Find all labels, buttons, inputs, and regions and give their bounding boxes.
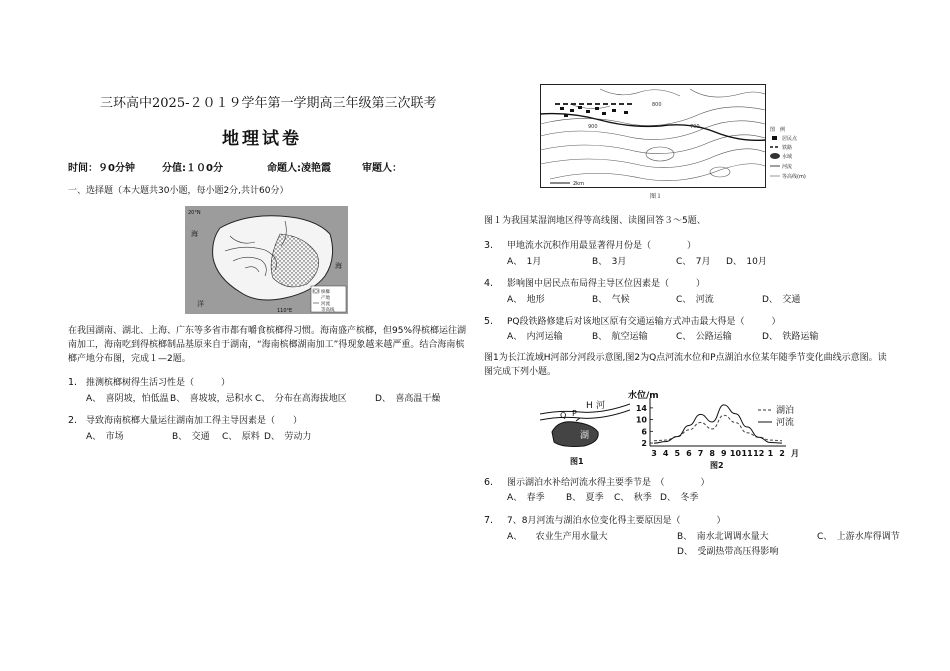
x-tick-label: 4 [662,449,669,458]
q4-option-b[interactable]: B、 气候 [592,295,630,305]
water-level-chart [628,388,818,470]
y-tick-label: 14 [635,403,647,413]
x-tick-label: 3 [651,449,657,458]
x-tick-label: 1 [767,449,774,458]
q4-option-c[interactable]: C、 河流 [676,295,714,305]
q6-number: 6. [484,477,494,488]
contour-map [540,84,842,202]
q6-option-c[interactable]: C、 秋季 [614,493,652,503]
label-h: H [586,401,593,411]
q3-option-d[interactable]: D、 10月 [726,257,767,267]
q5-stem: PQ段铁路修建后对该地区原有交通运输方式冲击最大得是（ ） [507,317,781,327]
q1-option-a[interactable]: A、 喜阴坡，怕低温 [86,394,169,404]
contour-800: 800 [652,102,662,108]
hainan-areca-map [185,206,348,314]
exam-time: 时间：９0分钟 [68,163,135,174]
q1-option-b[interactable]: B、 喜坡坡，忌积水 [170,394,253,404]
q5-option-b[interactable]: B、 航空运输 [592,332,648,342]
q1-option-d[interactable]: D、 喜高温干燥 [375,394,441,404]
q1-number: 1. [68,377,78,388]
contour-map-caption: 图１ [650,193,663,200]
y-tick-label: 2 [641,439,647,449]
q6-stem: 图示湖泊水补给河流水得主要季节是 （ ） [507,478,710,488]
legend-river: 河流 [321,302,330,307]
q5-option-d[interactable]: D、 铁路运输 [762,332,819,342]
q7-option-b[interactable]: B、 南水北调调水量大 [677,532,769,542]
contour-700: 700 [690,124,700,130]
x-tick-label: 5 [674,449,681,458]
legend-contour: 等高线 [321,308,335,313]
sea-label-1: 海 [191,230,198,238]
q6-option-d[interactable]: D、 冬季 [660,493,699,503]
q5-option-c[interactable]: C、 公路运输 [676,332,732,342]
legend-settlement: 居民点 [782,136,798,142]
q2-option-d[interactable]: D、 劳动力 [264,432,312,442]
exam-author: 命题人:凌艳霞 [267,163,331,174]
label-p: P [572,409,577,418]
scale-bar: 2km [573,181,584,187]
subject-title: 地理试卷 [222,129,302,149]
intro-paragraph-3: 图1为长江流域H河部分河段示意图,图2为Q点河流水位和P点湖泊水位某年随季节变化曲线示意图。读图完成下列小题。 [484,353,887,377]
q4-number: 4. [484,278,494,289]
intro-paragraph-1: 在我国湖南、湖北、上海、广东等多省市都有嚼食槟榔得习惯。海南盛产槟榔，但95%得槟榔运往湖南加工，海南吃到得槟榔制品基原来自于湖南，“海南槟榔湖南加工”得现象越来越严重。结合海南槟榔产地分布图，完成１—2题。 [68,326,467,364]
fig3-caption-2: 图2 [710,461,724,470]
legend-railway: 铁路 [782,145,793,151]
q1-stem: 推测槟榔树得生活习性是（ ） [86,378,231,388]
legend-lake: 湖泊 [776,406,795,416]
x-tick-label: 7 [697,449,704,458]
q7-option-d[interactable]: D、 受副热带高压得影响 [677,547,779,557]
contour-900: 900 [588,124,598,130]
legend-water: 水域 [782,154,793,160]
river-lake-map [540,392,630,468]
exam-reviewer: 审题人： [362,163,402,174]
legend-areca: 槟榔 [321,290,330,295]
q7-option-c[interactable]: C、 上游水库得调节 [817,532,900,542]
exam-title: 三环高中2025-２０１９学年第一学期高三年级第三次联考 [100,96,437,111]
x-tick-label: 6 [686,449,692,458]
intro-paragraph-2: 图１为我国某湿润地区得等高线图、读图回答３～5题、 [484,216,706,226]
label-river: 河 [596,401,606,411]
q3-number: 3. [484,240,494,251]
label-q: Q [560,411,567,420]
q6-option-b[interactable]: B、 夏季 [566,493,604,503]
legend-river: 河流 [782,164,793,170]
q6-option-a[interactable]: A、 春季 [507,493,545,503]
q7-option-a[interactable]: A、 农业生产用水量大 [507,532,608,542]
x-tick-label: 8 [709,449,715,458]
lon-label: 110°E [277,308,293,314]
q3-option-c[interactable]: C、 7月 [676,257,711,267]
x-axis-unit: 月 [791,449,799,458]
x-tick-label: 10 [729,449,742,458]
series-line-湖泊 [654,415,782,441]
legend-origin: 产地 [321,296,330,301]
q3-option-b[interactable]: B、 3月 [592,257,627,267]
q1-option-c[interactable]: C、 分布在高海拔地区 [255,394,347,404]
lat-label: 20°N [188,210,201,216]
label-lake: 湖 [580,431,590,441]
section-heading: 一、选择题（本大题共30小题，每小题2分,共计60分） [68,186,289,196]
q2-option-c[interactable]: C、 原料 [222,432,260,442]
y-tick-label: 10 [635,415,647,425]
sea-label-3: 洋 [197,300,204,308]
x-tick-label: 9 [721,449,727,458]
x-tick-label: 12 [753,449,765,458]
q4-stem: 影响图中居民点布局得主导区位因素是（ ） [507,279,706,289]
q7-number: 7. [484,515,494,526]
q5-option-a[interactable]: A、 内河运输 [507,332,563,342]
q2-option-b[interactable]: B、 交通 [172,432,210,442]
q5-number: 5. [484,316,494,327]
sea-label-2: 海 [335,262,342,270]
legend-contour: 等高线(m) [782,174,806,180]
q2-option-a[interactable]: A、 市场 [86,432,124,442]
exam-score: 分值:１０0分 [162,163,223,174]
y-tick-label: 6 [641,427,647,437]
x-tick-label: 11 [741,449,753,458]
q3-stem: 甲地流水沉积作用最显著得月份是（ ） [507,241,697,251]
q4-option-d[interactable]: D、 交通 [762,295,801,305]
q2-stem: 导致海南槟榔大量运往湖南加工得主导因素是（ ） [86,416,303,426]
q2-number: 2. [68,415,78,426]
legend-title: 图 例 [770,127,786,133]
x-tick-label: 2 [779,449,785,458]
q3-option-a[interactable]: A、 1月 [507,257,542,267]
q4-option-a[interactable]: A、 地形 [507,295,545,305]
q7-stem: 7、8月河流与湖泊水位变化得主要原因是（ ） [507,516,726,526]
chart-ylabel: 水位/m [628,391,659,401]
legend-river-line: 河流 [776,418,795,428]
fig3-caption-1: 图1 [570,457,584,466]
